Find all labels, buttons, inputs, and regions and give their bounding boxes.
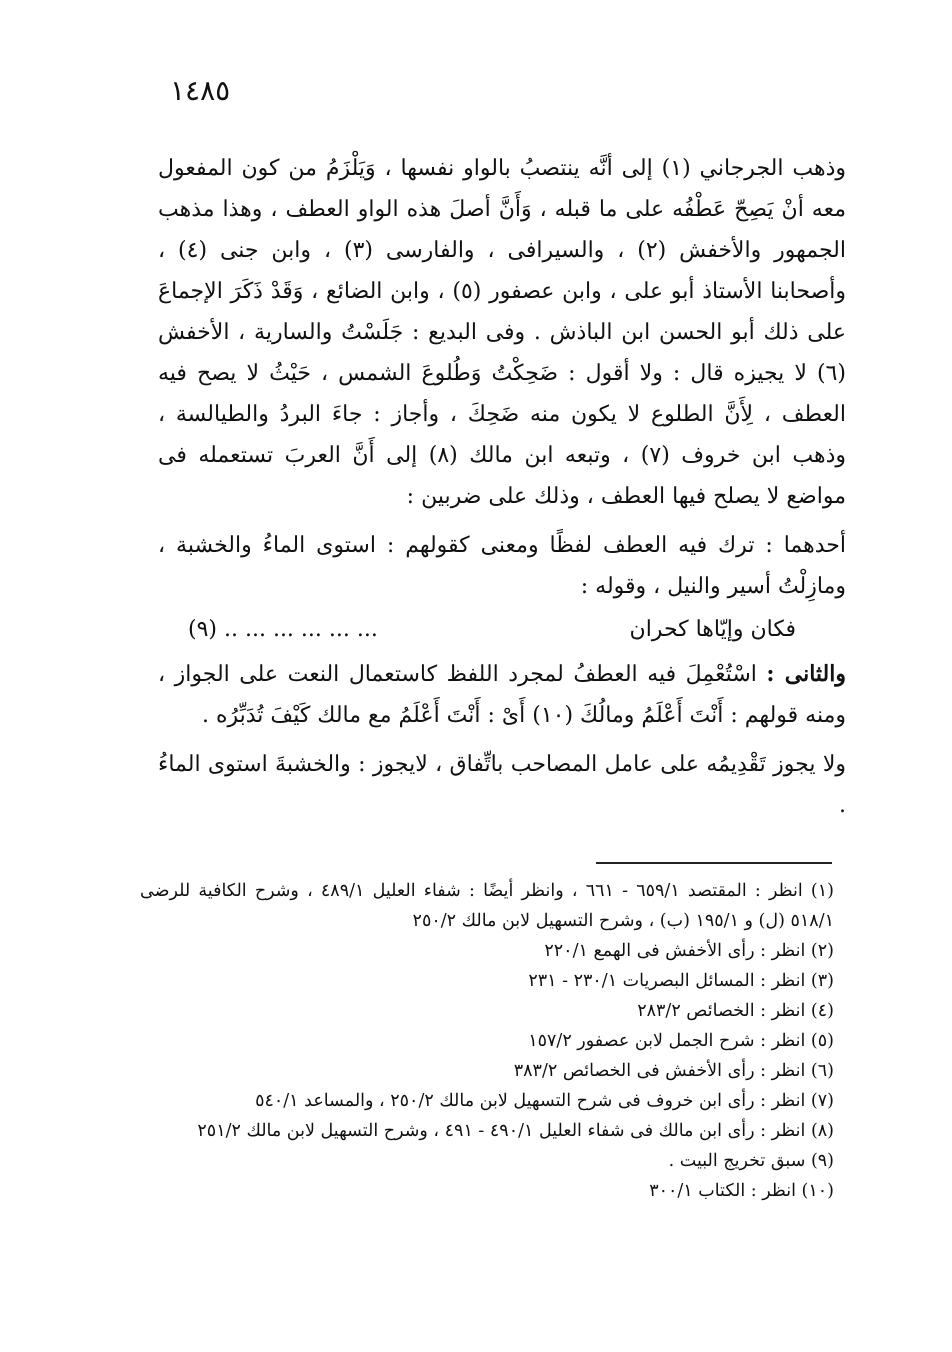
footnote-4: (٤) انظر : الخصائص ٢٨٣/٢ (637, 1001, 834, 1021)
footnote-3: (٣) انظر : المسائل البصريات ٢٣٠/١ - ٢٣١ (528, 971, 834, 991)
footnote-7: (٧) انظر : رأى ابن خروف فى شرح التسهيل لابن مالك ٢٥٠/٢ ، والمساعد ٥٤٠/١ (255, 1091, 834, 1111)
poetry-verse (158, 609, 846, 650)
footnote-8: (٨) انظر : رأى ابن مالك فى شفاء العليل ٤٩٠/١ - ٤٩١ ، وشرح التسهيل لابن مالك ٢٥١/٢ (197, 1121, 834, 1141)
verse-first-hemistich: فكان وإيّاها كحران (629, 617, 796, 642)
paragraph-3-lead: والثانى : (766, 661, 846, 687)
paragraph-3-text: اسْتُعْمِلَ فيه العطفُ لمجرد اللفظ كاستعمال النعت على الجواز ، ومنه قولهم : أَنْتَ أَعْلَمُ ومالُكَ (١٠) أَىْ : أَنْتَ أَعْلَمُ مع مالك كَيْفَ تُدَبِّرُه . (158, 662, 846, 728)
page-number: ١٤٨٥ (170, 74, 231, 107)
paragraph-1: وذهب الجرجاني (١) إلى أنَّه ينتصبُ بالواو نفسها ، وَيَلْزَمُ من كون المفعول معه أنْ يَصِحّ عَطْفُه على ما قبله ، وَأَنَّ أصلَ هذه الواو العطف ، وهذا مذهب الجمهور والأخفش (٢) ، والسيرافى ، والفارسى (٣) ، وابن جنى (٤) ، وأصحابنا الأستاذ أبو على ، وابن عصفور (٥) ، وابن الضائع ، وَقَدْ ذَكَرَ الإجماعَ على ذلك أبو الحسن ابن الباذش . وفى البديع : جَلَسْتُ والسارية ، الأخفش (٦) لا يجيزه قال : ولا أقول : ضَحِكْتُ وَطُلوعَ الشمس ، حَيْثُ لا يصح فيه العطف ، لِأَنَّ الطلوع لا يكون منه ضَحِكَ ، وأجاز : جاءَ البردُ والطيالسة ، وذهب ابن خروف (٧) ، وتبعه ابن مالك (٨) إلى أَنَّ العربَ تستعمله فى مواضع لا يصلح فيها العطف ، وذلك على ضربين : (158, 156, 846, 509)
footnote-5: (٥) انظر : شرح الجمل لابن عصفور ١٥٧/٢ (528, 1031, 834, 1051)
footnote-6: (٦) انظر : رأى الأخفش فى الخصائص ٣٨٣/٢ (513, 1061, 834, 1081)
verse-second-hemistich: ... ... ... ... ... .. (٩) (188, 617, 378, 642)
paragraph-3 (158, 654, 846, 736)
footnote-9: (٩) سبق تخريج البيت . (668, 1151, 834, 1171)
footnote-1: (١) انظر : المقتصد ٦٥٩/١ - ٦٦١ ، وانظر أيضًا : شفاء العليل ٤٨٩/١ ، وشرح الكافية للرضى ٥١٨/١ (ل) و ١٩٥/١ (ب) ، وشرح التسهيل لابن مالك ٢٥٠/٢ (140, 881, 834, 931)
footnotes (140, 876, 834, 1206)
footnote-2: (٢) انظر : رأى الأخفش فى الهمع ٢٢٠/١ (544, 941, 834, 961)
footnote-separator (596, 862, 832, 864)
main-text (158, 148, 846, 826)
paragraph-4: ولا يجوز تَقْدِيمُه على عامل المصاحب باتِّفاق ، لايجوز : والخشبةَ استوى الماءُ . (158, 752, 846, 818)
footnote-10: (١٠) انظر : الكتاب ٣٠٠/١ (649, 1181, 834, 1201)
paragraph-2: أحدهما : ترك فيه العطف لفظًا ومعنى كقولهم : استوى الماءُ والخشبة ، ومازِلْتُ أسير والنيل ، وقوله : (158, 533, 846, 599)
